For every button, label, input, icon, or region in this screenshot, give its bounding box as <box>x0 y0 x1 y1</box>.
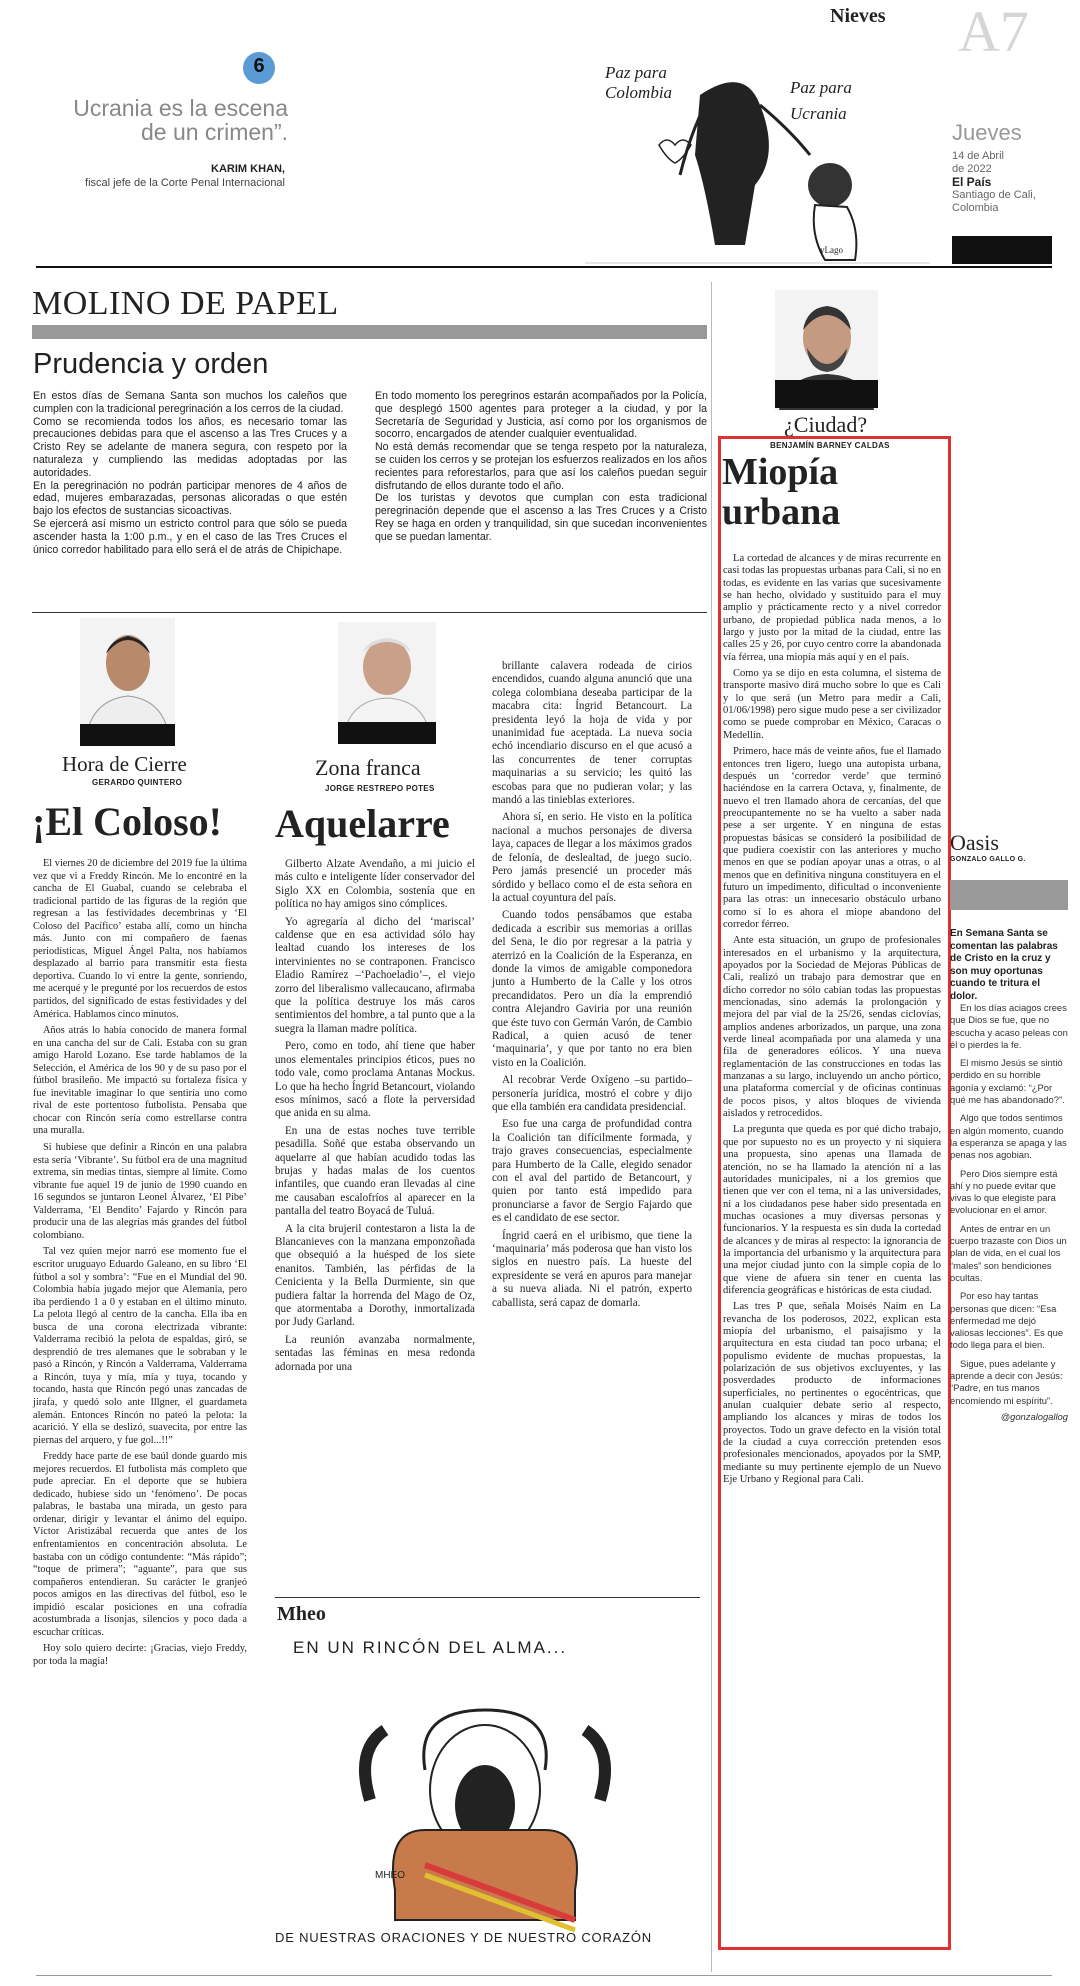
hora-byline: GERARDO QUINTERO <box>92 778 183 787</box>
year-line: de 2022 <box>952 163 992 175</box>
hora-paragraph: Años atrás lo había conocido de manera formal en una cancha del sur de Cali. Estaba con su gran amigo Harold Lozano. Ese tarde hablamos de la Selección, el América de los 90 y de su paso por el fútbol brasileño. Me impactó su fortaleza física y fue inevitable imaginar lo que sentiría uno como rival de este portentoso futbolista. Pensaba que chocar con Rincón sería como estrellarse contra una muralla. <box>33 1025 247 1137</box>
zona-paragraph: brillante calavera rodeada de cirios encendidos, cuando alguna anunció que una colega colombiana deseaba participar de la macabra cita: Íngrid Betancourt. La presidenta leyó la hoja de vida y por unanimidad fue aceptada. La nueva socia echó incendiario discurso en el que acusó a las concurrentes de tener corruptas maquinarias a su servicio; les quitó las escobas para que no pudieran volar; y las mandó a las tinieblas exteriores. <box>492 660 692 807</box>
zona-paragraph: La reunión avanzaba normalmente, sentadas las féminas en mesa redonda adornada por una <box>275 1333 475 1373</box>
footer-rule <box>36 1975 1052 1976</box>
zona-headline: Aquelarre <box>275 801 450 846</box>
zona-paragraph: Pero, como en todo, ahí tiene que haber unos elementales principios éticos, pues no todo vale, como proclama Antanas Mockus. Lo que ha hecho Íngrid Betancourt, violando esos mínimos, sacó a flote la perversidad que anida en su alma. <box>275 1040 475 1120</box>
redaction-bar-quintero <box>80 724 175 746</box>
section-title-molino: MOLINO DE PAPEL <box>32 285 339 322</box>
hora-paragraph: El viernes 20 de diciembre del 2019 fue la última vez que vi a Freddy Rincón. Me lo encontré en la cancha de El Guabal, cuando se celebraba el tradicional partido de las figuras de la región que regresan a las festividades decembrinas y ‘El Coloso del Pacífico’ estaba allí, como un hincha más. Junto con mi compañero de faenas periodísticas, Miguel Ángel Palta, nos habíamos desplazado al barrio para transmitir esta fiesta deportiva. Cuando lo vi entre la gente, sonriendo, me acerqué y le pregunté por los recuerdos de estos partidos, del significado de estas festividades y del América. Hablamos cinco minutos. <box>33 858 247 1020</box>
hora-paragraph: Freddy hace parte de ese baúl donde guardo mis mejores recuerdos. El futbolista más completo que pude apreciar. En el deporte que se hubiera dedicado, hubiese sido un ‘fenómeno’. De pocas palabras, le bastaba una mirada, un gesto para ordenar, dirigir y levantar el ánimo del equipo. Víctor Aristizábal recuerda que antes de los enfrentamientos en concentración absoluta. Le bastaba con un código contundente: “Más rápido”; “toque de primera”; “aguante”, para que sus compañeros entendieran. Su carácter le granjeó pocos amigos en las directivas del fútbol, eso le impidió escalar posiciones en una cofradía acostumbrada a lisonjas, silencios y poco dada a escuchar críticas. <box>33 1451 247 1638</box>
hora-body <box>33 858 247 1672</box>
molino-paragraph: En estos días de Semana Santa son muchos los caleños que cumplen con la tradicional peregrinación a los cerros de la ciudad. <box>33 390 347 415</box>
oasis-paragraph: Sigue, pues adelante y aprende a decir con Jesús: “Padre, en tus manos encomiendo mi espíritu”. <box>950 1357 1063 1406</box>
city-line: Santiago de Cali, <box>952 189 1036 201</box>
hora-headline: ¡El Coloso! <box>32 799 222 844</box>
zona-paragraph: Íngrid caerá en el uribismo, que tiene la ‘maquinaria’ más poderosa que han visto los siglos en nuestro país. La hueste del expresidente se verá en apuros para manejar a su nueva aliada. Ni el patrón, experto caballista, será capaz de domarla. <box>492 1229 692 1309</box>
page-number: A7 <box>958 0 1029 64</box>
hora-paragraph: Tal vez quien mejor narró ese momento fue el escritor uruguayo Eduardo Galeano, en su libro ‘El fútbol a sol y sombra’: “Fue en el Mundial del 90. Colombia había jugado mejor que Alemania, pero iba perdiendo 1 a 0 y estaban en el último minuto. La pelota llegó al centro de la cancha. Ella iba en busca de una corona electrizada vibrante: Valderrama recibió la pelota de espaldas, giró, se desprendió de tres alemanes que le sobraban y le pasó a Rincón, y Rincón a Valderrama, Valderrama a Rincón, tuya y mía, mía y tuya, tocando y tocando, hasta que Rincón pegó unas zancadas de jirafa, y quedó solo ante Illgner, el guardameta alemán. Entonces Rincón no pateó la pelota: la acarició. Y ella se deslizó, suavecita, por entre las piernas del arquero, y fue gol...!!” <box>33 1246 247 1446</box>
country-line: Colombia <box>952 202 999 214</box>
cartoon-peace <box>585 35 930 265</box>
mheo-top-rule <box>275 1597 700 1598</box>
molino-col-1 <box>33 390 347 556</box>
zona-paragraph: Gilberto Alzate Avendaño, a mi juicio el más culto e inteligente líder conservador del Siglo XX en Colombia, sostenía que en política no hay amigos sino cómplices. <box>275 858 475 911</box>
oasis-byline: GONZALO GALLO G. <box>950 856 1026 863</box>
oasis-paragraph: El mismo Jesús se sintió perdido en su horrible agonía y exclamó: “¿Por qué me has abandonado?”. <box>950 1057 1065 1106</box>
molino-paragraph: No está demás recomendar que se tenga respeto por la naturaleza, se cuiden los cerros y se protejan los esfuerzos realizados en los años recientes para reforestarlos, para que así los caleños puedan seguir disfrutando de ellos durante todo el año. <box>375 441 707 492</box>
zona-kicker: Zona franca <box>315 755 421 780</box>
ciudad-body <box>723 553 941 1490</box>
zona-byline: JORGE RESTREPO POTES <box>325 784 435 793</box>
oasis-paragraph: Algo que todos sentimos en algún momento, cuando la esperanza se apaga y las penas nos agobian. <box>950 1112 1067 1161</box>
zona-paragraph: Ahora sí, en serio. He visto en la política nacional a muchos personajes de diversa laya, capaces de llegar a los máximos grados de felonía, de deslealtad, de juego sucio. Pero jamás presencié un proceder más sórdido y bellaco como el de esta señora en la actual coyuntura del país. <box>492 811 692 904</box>
zona-paragraph: Cuando todos pensábamos que estaba dedicada a escribir sus memorias a orillas del Sena, le dio por regresar a la patria y aterrizó en la Coalición de la Esperanza, en donde la vimos de amigable componedora junto a Humberto de la Calle y los otros precandidatos. Pero un día la emprendió contra Alejandro Gaviria por una reunión que éste tuvo con Germán Varón, de Cambio Radical, a quien acusó de tener ‘maquinaria’, y que por tanto no era bien visto en la Coalición. <box>492 909 692 1069</box>
molino-bottom-rule <box>32 612 707 613</box>
oasis-body <box>950 1002 1068 1423</box>
molino-paragraph: Como se recomienda todos los años, es necesario tomar las precauciones debidas para que el ascenso a las Tres Cruces y a Cristo Rey se adelante de manera segura, con respeto por la naturaleza y cumpliendo las medidas adoptadas por las autoridades. <box>33 415 347 479</box>
molino-gray-bar <box>32 325 707 339</box>
oasis-paragraph: Por eso hay tantas personas que dicen: “Esa enfermedad me dejó valiosas lecciones”. Es que todo llega para el bien. <box>950 1290 1064 1351</box>
zona-paragraph: A la cita brujeril contestaron a lista la de Blancanieves con la manzana emponzoñada que obsequió a la huésped de los siete enanitos. También, las pérfidas de la Cenicienta y la Bella Durmiente, sin que pudiera faltar la horrenda del Mago de Oz, que atormentaba a Dorothy, inmortalizada por Judy Garland. <box>275 1222 475 1329</box>
ciudad-headline-1: Miopía <box>722 451 839 493</box>
cartoon-text-colombia: Paz para Colombia <box>605 63 673 102</box>
oasis-paragraph: En los días aciagos crees que Dios se fue, que no escucha y acaso peleas con él o pierdes la fe. <box>950 1002 1068 1050</box>
oasis-paragraph: Pero Dios siempre está ahí y no puede evitar que vivas lo que elegiste para evolucionar en el amor. <box>950 1167 1058 1216</box>
oasis-lead: En Semana Santa se comentan las palabras de Cristo en la cruz y son muy oportunas cuando te tritura el dolor. <box>950 928 1058 1002</box>
masthead-date <box>952 150 1062 215</box>
quote-role: fiscal jefe de la Corte Penal Internacional <box>85 177 285 189</box>
quote-text: Ucrania es la escena de un crimen”. <box>73 95 288 145</box>
mheo-signature: MHEO <box>375 1870 405 1881</box>
zona-col-1 <box>275 858 475 1378</box>
ciudad-paragraph: Ante esta situación, un grupo de profesionales interesados en el urbanismo y la arquitectura, apoyados por la Sociedad de Mejoras Públicas de Cali, realizó un trabajo para demostrar que en dicho corredor no sólo cabían todas las propuestas mencionadas, sino además la prolongación y mejora del par vial de la 25/26, sendas ciclovías, amplios andenes arborizados, un parque, una zona verde lineal acompañada por una alameda y una fila de generadores eólicos. Y una nueva reglamentación de las construcciones en todas las manzanas a su largo, incluyendo un ancho pórtico, una plataforma comercial y de oficinas continuas de pocos pisos, y altos bloques de vivienda aislados y retrocedidos. <box>723 935 941 1120</box>
ciudad-paragraph: La cortedad de alcances y de miras recurrente en casi todas las propuestas urbanas para Cali, si no en todas, es evidente en las varias que sucesivamente se han hecho, olvidado y sustituido para el muy amplio y prácticamente recto y a nivel corredor urbano, de propiedad pública nada menos, a lo largo y justo por la mitad de la ciudad, entre las calles 25 y 26, por cuyo centro corre la abandonada vía férrea, una miopía más aquí y en el país. <box>723 553 941 663</box>
ciudad-headline-2: urbana <box>722 491 841 533</box>
redaction-bar-restrepo <box>338 722 436 744</box>
oasis-kicker: Oasis <box>950 830 999 855</box>
redaction-bar-masthead <box>952 236 1052 264</box>
quote-badge-number: 6 <box>253 55 265 77</box>
oasis-gray-bar <box>950 880 1068 910</box>
ciudad-paragraph: La pregunta que queda es por qué dicho trabajo, que por supuesto no es un proyecto y ni siquiera una propuesta, sino apenas una llamada de atención, no se ha llamado la atención ni a las autoridades municipales, ni a los gremios que tienen que ver con el tema, ni a las universidades, ni a los ciudadanos pese haber sido presentada en muchas ocasiones a muy diversas personas y funcionarios. Y la respuesta es sin duda la cortedad de alcances y de miras al respecto: la ignorancia de la importancia del urbanismo y la arquitectura para una mejor ciudad junto con la simple copia de lo que viene de afuera sin tener en cuenta las diferencia geográficas e históricas de esta ciudad. <box>723 1124 941 1296</box>
molino-paragraph: En todo momento los peregrinos estarán acompañados por la Policía, que desplegó 1500 agentes para proteger a la ciudad, y por la Secretaría de Seguridad y Justicia, así como por los organismos de socorro, encargados de atender cualquier eventualidad. <box>375 390 707 441</box>
masthead-day: Jueves <box>952 120 1022 145</box>
cartoon-text-ucrania: Paz para Ucrania <box>790 78 852 123</box>
ciudad-byline: BENJAMÍN BARNEY CALDAS <box>770 441 890 450</box>
zona-col-2 <box>492 660 692 1314</box>
date-line: 14 de Abril <box>952 150 1004 162</box>
zona-paragraph: En una de estas noches tuve terrible pesadilla. Soñé que estaba observando un aquelarre al que habían acudido todas las brujas y hadas malas de los cuentos infantiles, que cuando eran llevadas al cine me causaban escalofríos al aparecer en la pantalla del teatro Boyacá de Tuluá. <box>275 1124 475 1218</box>
ciudad-kicker: ¿Ciudad? <box>784 412 868 437</box>
mheo-cartoon <box>275 1630 700 1955</box>
molino-col-2 <box>375 390 707 544</box>
oasis-handle: @gonzalogallog <box>1000 1410 1068 1422</box>
hora-kicker: Hora de Cierre <box>62 752 187 776</box>
hora-paragraph: Hoy solo quiero decirte: ¡Gracias, viejo Freddy, por toda la magia! <box>33 1643 247 1667</box>
ciudad-paragraph: Las tres P que, señala Moisés Naím en La revancha de los poderosos, 2022, explican esta miopía del urbanismo, el paisajismo y la arquitectura en esta ciudad tan poco urbana; el populismo evidente de muchas propuestas, la polarización de sus objetivos excluyentes, y las posverdades producto de informaciones superficiales, no pertinentes o egocéntricas, que anulan cualquier debate serio al respecto, ampliando los alcances y miras de todos los proyectos. Todo un grave defecto en la visión total de la ciudad a cuya corrección pretenden esos profesionales mencionados, apoyados por la SMP, mediante su muy pertinente ejemplo de un Nuevo Eje Urbano y Regional para Cali. <box>723 1301 941 1486</box>
mheo-top-text: EN UN RINCÓN DEL ALMA... <box>293 1638 568 1657</box>
vertical-rule <box>711 282 712 1972</box>
molino-headline: Prudencia y orden <box>33 348 269 380</box>
oasis-paragraph: Antes de entrar en un cuerpo trazaste con Dios un plan de vida, en el cual los “males” son bendiciones ocultas. <box>950 1222 1067 1283</box>
mheo-drawing <box>275 1630 700 1955</box>
molino-paragraph: Se ejercerá así mismo un estricto control para que sólo se pueda ascender hasta la 1:00 p.m., y en el caso de las Tres Cruces el único corredor habilitado para ello será el de atrás de Chipichape. <box>33 517 347 556</box>
quote-author: KARIM KHAN, <box>211 163 285 175</box>
mheo-bottom-text: DE NUESTRAS ORACIONES Y DE NUESTRO CORAZÓN <box>275 1930 652 1945</box>
section-name: Nieves <box>830 5 886 27</box>
mheo-label: Mheo <box>277 1603 326 1625</box>
zona-paragraph: Eso fue una carga de profundidad contra la Coalición tan difícilmente formada, y trajo graves consecuencias, especialmente para Humberto de la Calle, elegido senador con el aval del partido de Betancourt, y quien por tanto está impedido para pronunciarse a favor de Sergio Fajardo que es el candidato de ese sector. <box>492 1118 692 1225</box>
ciudad-paragraph: Como ya se dijo en esta columna, el sistema de transporte masivo dirá mucho sobre lo que es Cali y lo que será (un Metro para medir a Cali, 01/06/1998) pero sigue mudo pese a ser civilizador como se puede comprobar en México, Caracas o Medellín. <box>723 668 941 741</box>
ciudad-paragraph: Primero, hace más de veinte años, fue el llamado entonces tren ligero, luego una autopista urbana, después un ‘corredor verde’ que terminó haciéndose en la carrera Octava, y, finalmente, de nuevo el tren llamado ahora de cercanías, del que preocupantemente no se ha vuelto a saber nada pese a ser urgente. Y en ninguna de estas propuestas básicas se consideró la posibilidad de que pudiera coexistir con las anteriores y mucho menos en que se podían apoyar unas a otras, o al menos que en definitiva ninguna constituyera en el futuro un impedimento, dificultad o inconveniente para las otras: un innecesario obstáculo urbano como sí lo es ahora el miope abandono del corredor férreo. <box>723 746 941 930</box>
zona-paragraph: Al recobrar Verde Oxígeno –su partido– personería jurídica, mostró el cobre y dijo que ella también era candidata presidencial. <box>492 1074 692 1113</box>
redaction-bar-barney <box>775 380 878 408</box>
hora-paragraph: Si hubiese que definir a Rincón en una palabra esta sería ‘Vibrante’. Su fútbol era de una magnitud extrema, sin medias tintas, siempre al límite. Como vibrante fue aquel 19 de junio de 1990 cuando en 16 segundos se juntaron Leonel Álvarez, ‘El Pibe’ Valderrama, ‘El Bendito’ Fajardo y Rincón para producir una de las alegrías más grandes del fútbol colombiano. <box>33 1142 247 1241</box>
cartoon-signature: vLago <box>820 245 843 255</box>
zona-paragraph: Yo agregaría al dicho del ‘mariscal’ caldense que en esa actividad sólo hay lealtad cuando los intereses de los intervinientes no se contraponen. Francisco Eladio Ramírez –‘Pachoeladio’–, el viejo zorro del liberalismo vallecaucano, afirmaba que la política destruye los más caros sentimientos del hombre, a tal punto que a la suegra la llaman madre política. <box>275 915 475 1035</box>
paper-name: El País <box>952 175 992 189</box>
molino-paragraph: De los turistas y devotos que cumplan con esta tradicional peregrinación depende que el ascenso a las Tres Cruces y a Cristo Rey se haga en orden y tranquilidad, sin que sucedan inconvenientes que se puedan lamentar. <box>375 492 707 543</box>
molino-paragraph: En la peregrinación no podrán participar menores de 4 años de edad, mujeres embarazadas, personas alicoradas o que estén bajo los efectos de sustancias sicoactivas. <box>33 479 347 518</box>
masthead-rule <box>36 266 1052 268</box>
